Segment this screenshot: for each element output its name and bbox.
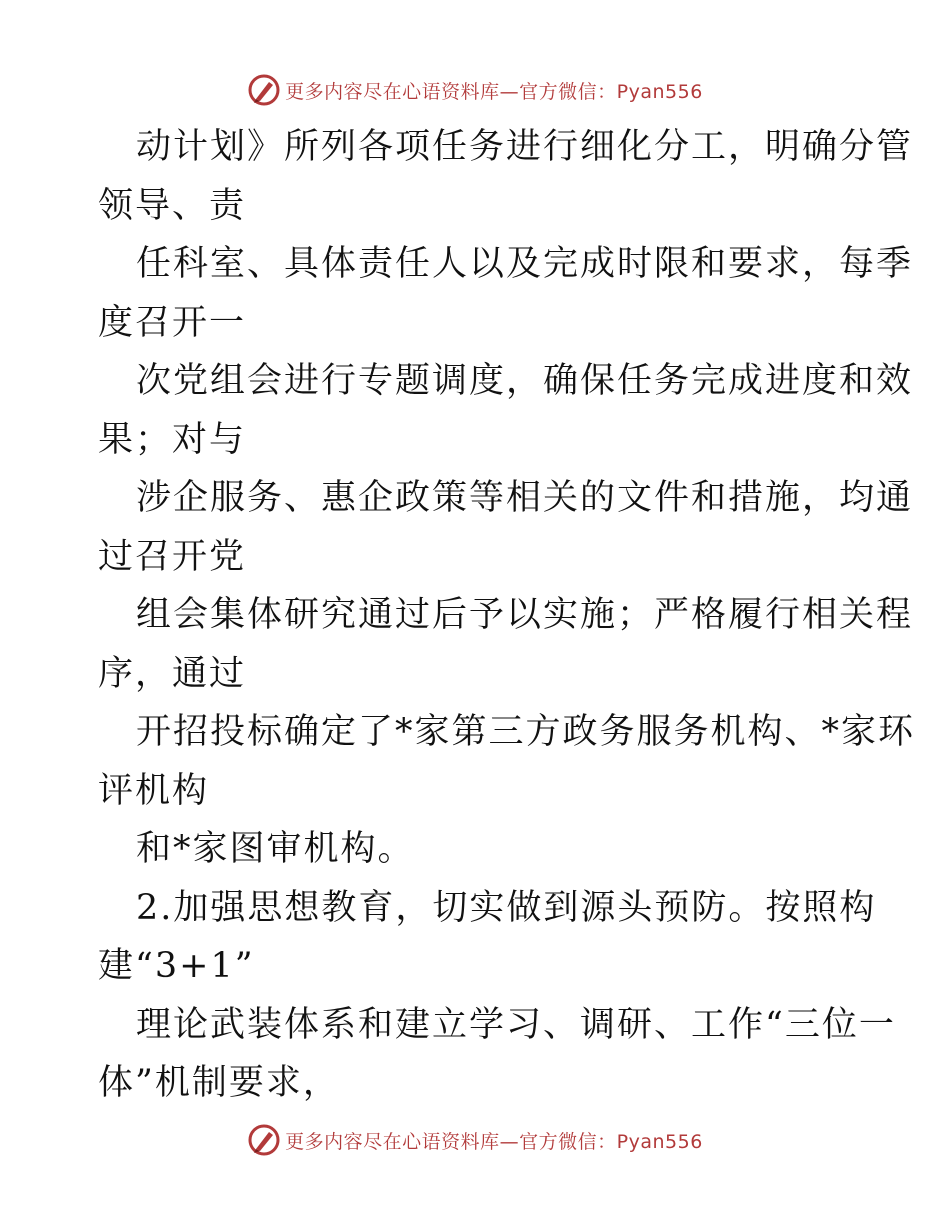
document-body: [98, 118, 916, 1113]
footer-watermark: [0, 1120, 950, 1160]
text-line: 度召开一: [98, 302, 247, 343]
text-line: 组会集体研究通过后予以实施；严格履行相关程: [136, 595, 914, 635]
text-line: 和*家图审机构。: [136, 829, 415, 869]
watermark-text: 更多内容尽在心语资料库—官方微信：Pyan556: [285, 80, 703, 103]
text-line: 次党组会进行专题调度，确保任务完成进度和效: [136, 361, 914, 401]
text-line: 领导、责: [98, 185, 247, 226]
text-line: 过召开党: [98, 536, 247, 577]
text-line: 序，通过: [98, 653, 247, 694]
pen-logo-icon: [247, 1123, 281, 1157]
header-watermark: [0, 70, 950, 110]
text-line: 建“3+1”: [98, 946, 255, 986]
text-line: 任科室、具体责任人以及完成时限和要求，每季: [136, 244, 914, 284]
pen-logo-icon: [247, 73, 281, 107]
watermark-text: 更多内容尽在心语资料库—官方微信：Pyan556: [285, 1130, 703, 1153]
text-line: 果；对与: [98, 419, 247, 460]
text-line: 评机构: [98, 770, 210, 811]
text-line: 涉企服务、惠企政策等相关的文件和措施，均通: [136, 478, 914, 518]
text-line: 理论武装体系和建立学习、调研、工作“三位一: [136, 1004, 896, 1045]
text-line: 开招投标确定了*家第三方政务服务机构、*家环: [136, 712, 916, 752]
text-line: 体”机制要求，: [98, 1063, 340, 1103]
text-line: 动计划》所列各项任务进行细化分工，明确分管: [136, 127, 914, 167]
text-line: 2.加强思想教育，切实做到源头预防。按照构: [136, 887, 877, 928]
